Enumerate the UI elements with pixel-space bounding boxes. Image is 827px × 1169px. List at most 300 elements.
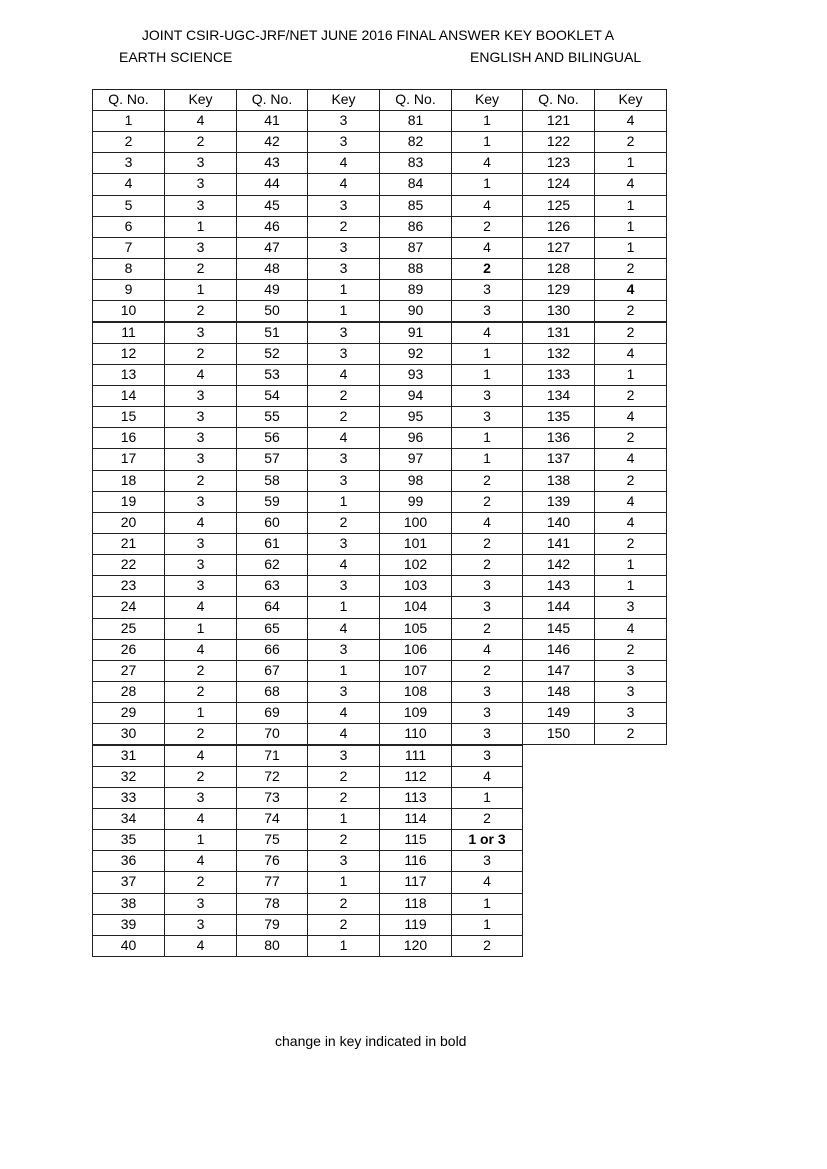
question-number-cell: 58 (236, 470, 308, 492)
answer-key-cell: 3 (164, 173, 237, 195)
answer-key-cell: 3 (451, 575, 523, 597)
answer-key-cell: 1 (594, 195, 667, 217)
question-number-cell: 123 (522, 152, 595, 174)
question-number-cell: 63 (236, 575, 308, 597)
question-number-cell: 102 (379, 554, 452, 576)
answer-key-cell: 2 (307, 787, 380, 809)
answer-key-cell: 2 (307, 385, 380, 407)
question-number-cell: 59 (236, 491, 308, 513)
question-number-cell: 135 (522, 406, 595, 428)
question-number-cell: 25 (92, 618, 165, 640)
answer-key-cell: 3 (164, 385, 237, 407)
answer-key-cell: 1 (307, 491, 380, 513)
question-number-cell: 50 (236, 300, 308, 322)
answer-key-cell: 3 (307, 258, 380, 280)
answer-key-cell: 1 (164, 618, 237, 640)
answer-key-cell: 3 (164, 195, 237, 217)
question-number-cell: 27 (92, 660, 165, 682)
answer-key-cell: 3 (164, 237, 237, 259)
answer-key-cell: 4 (164, 596, 237, 618)
question-number-cell: 86 (379, 216, 452, 238)
question-number-cell: 77 (236, 871, 308, 893)
answer-key-cell: 1 (451, 787, 523, 809)
question-number-cell: 89 (379, 279, 452, 301)
answer-key-cell: 2 (594, 258, 667, 280)
question-number-cell: 147 (522, 660, 595, 682)
answer-key-cell: 1 (451, 173, 523, 195)
header-q-no: Q. No. (236, 89, 308, 111)
answer-key-cell: 4 (164, 364, 237, 386)
answer-key-cell: 1 (451, 893, 523, 915)
question-number-cell: 88 (379, 258, 452, 280)
question-number-cell: 56 (236, 427, 308, 449)
question-number-cell: 13 (92, 364, 165, 386)
question-number-cell: 146 (522, 639, 595, 661)
answer-key-cell: 1 (594, 364, 667, 386)
question-number-cell: 138 (522, 470, 595, 492)
question-number-cell: 85 (379, 195, 452, 217)
answer-key-cell: 3 (164, 448, 237, 470)
answer-key-cell: 2 (451, 808, 523, 830)
answer-key-cell: 2 (164, 660, 237, 682)
answer-key-cell: 4 (164, 850, 237, 872)
answer-key-cell: 3 (451, 385, 523, 407)
answer-key-cell: 2 (164, 470, 237, 492)
answer-key-cell: 1 (164, 216, 237, 238)
question-number-cell: 93 (379, 364, 452, 386)
question-number-cell: 92 (379, 343, 452, 365)
answer-key-cell: 1 (164, 279, 237, 301)
question-number-cell: 2 (92, 131, 165, 153)
answer-key-cell: 1 (451, 343, 523, 365)
answer-key-cell: 3 (307, 343, 380, 365)
answer-key-cell: 1 (307, 279, 380, 301)
question-number-cell: 29 (92, 702, 165, 724)
answer-key-cell: 2 (451, 216, 523, 238)
answer-key-cell: 1 or 3 (451, 829, 523, 851)
question-number-cell: 139 (522, 491, 595, 513)
question-number-cell: 15 (92, 406, 165, 428)
question-number-cell: 68 (236, 681, 308, 703)
answer-key-cell: 2 (594, 300, 667, 322)
answer-key-cell: 4 (164, 808, 237, 830)
answer-key-cell: 2 (594, 723, 667, 745)
header-key: Key (594, 89, 667, 111)
answer-key-cell: 2 (594, 639, 667, 661)
answer-key-cell: 3 (451, 681, 523, 703)
answer-key-cell: 2 (307, 914, 380, 936)
question-number-cell: 40 (92, 935, 165, 957)
answer-key-cell: 2 (164, 258, 237, 280)
answer-key-cell: 1 (307, 935, 380, 957)
answer-key-cell: 1 (451, 448, 523, 470)
answer-key-cell: 4 (451, 639, 523, 661)
question-number-cell: 143 (522, 575, 595, 597)
answer-key-cell: 3 (594, 702, 667, 724)
answer-key-cell: 2 (164, 723, 237, 745)
answer-key-cell: 2 (307, 406, 380, 428)
header-q-no: Q. No. (522, 89, 595, 111)
answer-key-cell: 4 (164, 639, 237, 661)
answer-key-cell: 4 (594, 110, 667, 132)
answer-key-cell: 1 (594, 216, 667, 238)
question-number-cell: 5 (92, 195, 165, 217)
answer-key-cell: 4 (594, 279, 667, 301)
question-number-cell: 82 (379, 131, 452, 153)
question-number-cell: 35 (92, 829, 165, 851)
answer-key-cell: 1 (307, 660, 380, 682)
answer-key-cell: 2 (451, 258, 523, 280)
question-number-cell: 69 (236, 702, 308, 724)
question-number-cell: 49 (236, 279, 308, 301)
answer-key-cell: 3 (307, 131, 380, 153)
question-number-cell: 62 (236, 554, 308, 576)
answer-key-cell: 4 (164, 935, 237, 957)
answer-key-cell: 4 (307, 554, 380, 576)
question-number-cell: 54 (236, 385, 308, 407)
question-number-cell: 106 (379, 639, 452, 661)
question-number-cell: 117 (379, 871, 452, 893)
answer-key-cell: 3 (307, 195, 380, 217)
answer-key-cell: 2 (594, 385, 667, 407)
question-number-cell: 110 (379, 723, 452, 745)
question-number-cell: 70 (236, 723, 308, 745)
question-number-cell: 97 (379, 448, 452, 470)
answer-key-cell: 3 (307, 575, 380, 597)
question-number-cell: 16 (92, 427, 165, 449)
answer-key-cell: 3 (164, 533, 237, 555)
question-number-cell: 47 (236, 237, 308, 259)
question-number-cell: 34 (92, 808, 165, 830)
question-number-cell: 11 (92, 322, 165, 344)
question-number-cell: 96 (379, 427, 452, 449)
question-number-cell: 3 (92, 152, 165, 174)
answer-key-cell: 4 (594, 618, 667, 640)
question-number-cell: 23 (92, 575, 165, 597)
answer-key-cell: 1 (307, 871, 380, 893)
question-number-cell: 57 (236, 448, 308, 470)
question-number-cell: 10 (92, 300, 165, 322)
answer-key-cell: 3 (307, 110, 380, 132)
header-key: Key (164, 89, 237, 111)
answer-key-cell: 4 (164, 110, 237, 132)
question-number-cell: 52 (236, 343, 308, 365)
question-number-cell: 90 (379, 300, 452, 322)
question-number-cell: 109 (379, 702, 452, 724)
answer-key-cell: 4 (594, 448, 667, 470)
question-number-cell: 81 (379, 110, 452, 132)
question-number-cell: 130 (522, 300, 595, 322)
answer-key-cell: 2 (594, 533, 667, 555)
header-key: Key (451, 89, 523, 111)
question-number-cell: 78 (236, 893, 308, 915)
answer-key-cell: 4 (307, 618, 380, 640)
question-number-cell: 1 (92, 110, 165, 132)
question-number-cell: 83 (379, 152, 452, 174)
question-number-cell: 61 (236, 533, 308, 555)
answer-key-cell: 4 (164, 745, 237, 767)
question-number-cell: 32 (92, 766, 165, 788)
answer-key-cell: 3 (307, 681, 380, 703)
question-number-cell: 66 (236, 639, 308, 661)
question-number-cell: 67 (236, 660, 308, 682)
answer-key-cell: 3 (451, 279, 523, 301)
question-number-cell: 7 (92, 237, 165, 259)
answer-key-cell: 2 (164, 131, 237, 153)
answer-key-cell: 2 (594, 131, 667, 153)
question-number-cell: 51 (236, 322, 308, 344)
question-number-cell: 115 (379, 829, 452, 851)
question-number-cell: 9 (92, 279, 165, 301)
answer-key-cell: 2 (164, 343, 237, 365)
question-number-cell: 129 (522, 279, 595, 301)
answer-key-cell: 3 (451, 745, 523, 767)
answer-key-cell: 3 (451, 596, 523, 618)
question-number-cell: 140 (522, 512, 595, 534)
question-number-cell: 124 (522, 173, 595, 195)
question-number-cell: 94 (379, 385, 452, 407)
question-number-cell: 33 (92, 787, 165, 809)
answer-key-cell: 2 (451, 554, 523, 576)
answer-key-cell: 2 (451, 618, 523, 640)
question-number-cell: 108 (379, 681, 452, 703)
question-number-cell: 134 (522, 385, 595, 407)
question-number-cell: 75 (236, 829, 308, 851)
question-number-cell: 72 (236, 766, 308, 788)
question-number-cell: 104 (379, 596, 452, 618)
answer-key-cell: 3 (307, 448, 380, 470)
question-number-cell: 127 (522, 237, 595, 259)
question-number-cell: 22 (92, 554, 165, 576)
question-number-cell: 41 (236, 110, 308, 132)
question-number-cell: 119 (379, 914, 452, 936)
question-number-cell: 150 (522, 723, 595, 745)
answer-key-cell: 2 (307, 893, 380, 915)
question-number-cell: 55 (236, 406, 308, 428)
answer-key-cell: 3 (164, 322, 237, 344)
answer-key-cell: 1 (307, 300, 380, 322)
answer-key-cell: 1 (594, 152, 667, 174)
answer-key-cell: 3 (164, 152, 237, 174)
answer-key-cell: 3 (594, 681, 667, 703)
answer-key-cell: 4 (307, 427, 380, 449)
question-number-cell: 148 (522, 681, 595, 703)
answer-key-cell: 4 (451, 237, 523, 259)
question-number-cell: 99 (379, 491, 452, 513)
question-number-cell: 53 (236, 364, 308, 386)
answer-key-cell: 3 (451, 300, 523, 322)
question-number-cell: 28 (92, 681, 165, 703)
question-number-cell: 120 (379, 935, 452, 957)
question-number-cell: 111 (379, 745, 452, 767)
header-q-no: Q. No. (379, 89, 452, 111)
answer-key-cell: 2 (594, 322, 667, 344)
question-number-cell: 65 (236, 618, 308, 640)
answer-key-cell: 2 (307, 512, 380, 534)
answer-key-cell: 2 (164, 300, 237, 322)
answer-key-cell: 2 (164, 766, 237, 788)
question-number-cell: 131 (522, 322, 595, 344)
answer-key-cell: 3 (164, 554, 237, 576)
answer-key-cell: 2 (307, 829, 380, 851)
question-number-cell: 31 (92, 745, 165, 767)
answer-key-cell: 4 (451, 152, 523, 174)
answer-key-cell: 3 (164, 406, 237, 428)
question-number-cell: 128 (522, 258, 595, 280)
answer-key-cell: 2 (451, 935, 523, 957)
question-number-cell: 126 (522, 216, 595, 238)
answer-key-cell: 3 (164, 491, 237, 513)
question-number-cell: 105 (379, 618, 452, 640)
question-number-cell: 48 (236, 258, 308, 280)
answer-key-cell: 3 (307, 470, 380, 492)
answer-key-cell: 2 (451, 660, 523, 682)
answer-key-cell: 4 (307, 364, 380, 386)
question-number-cell: 142 (522, 554, 595, 576)
question-number-cell: 98 (379, 470, 452, 492)
question-number-cell: 19 (92, 491, 165, 513)
question-number-cell: 73 (236, 787, 308, 809)
question-number-cell: 12 (92, 343, 165, 365)
question-number-cell: 132 (522, 343, 595, 365)
answer-key-cell: 4 (594, 343, 667, 365)
answer-key-cell: 3 (307, 322, 380, 344)
answer-key-cell: 3 (307, 850, 380, 872)
question-number-cell: 26 (92, 639, 165, 661)
question-number-cell: 116 (379, 850, 452, 872)
answer-key-cell: 3 (451, 723, 523, 745)
question-number-cell: 18 (92, 470, 165, 492)
answer-key-cell: 4 (164, 512, 237, 534)
answer-key-cell: 1 (451, 131, 523, 153)
question-number-cell: 43 (236, 152, 308, 174)
answer-key-cell: 4 (594, 491, 667, 513)
question-number-cell: 101 (379, 533, 452, 555)
question-number-cell: 80 (236, 935, 308, 957)
answer-key-cell: 2 (307, 216, 380, 238)
question-number-cell: 125 (522, 195, 595, 217)
question-number-cell: 24 (92, 596, 165, 618)
answer-key-cell: 3 (307, 533, 380, 555)
question-number-cell: 38 (92, 893, 165, 915)
answer-key-cell: 1 (451, 427, 523, 449)
answer-key-cell: 4 (307, 173, 380, 195)
header-q-no: Q. No. (92, 89, 165, 111)
answer-key-cell: 4 (451, 766, 523, 788)
question-number-cell: 137 (522, 448, 595, 470)
answer-key-cell: 2 (164, 681, 237, 703)
question-number-cell: 46 (236, 216, 308, 238)
answer-key-cell: 2 (451, 491, 523, 513)
question-number-cell: 84 (379, 173, 452, 195)
question-number-cell: 74 (236, 808, 308, 830)
answer-key-cell: 4 (594, 406, 667, 428)
question-number-cell: 71 (236, 745, 308, 767)
answer-key-cell: 3 (594, 660, 667, 682)
question-number-cell: 45 (236, 195, 308, 217)
answer-key-cell: 1 (594, 554, 667, 576)
answer-key-cell: 2 (451, 470, 523, 492)
answer-key-cell: 2 (164, 871, 237, 893)
answer-key-cell: 3 (307, 745, 380, 767)
answer-key-cell: 4 (451, 195, 523, 217)
question-number-cell: 149 (522, 702, 595, 724)
answer-key-cell: 3 (451, 702, 523, 724)
answer-key-cell: 1 (164, 702, 237, 724)
answer-key-cell: 3 (307, 237, 380, 259)
answer-key-cell: 2 (451, 533, 523, 555)
answer-key-cell: 3 (164, 787, 237, 809)
question-number-cell: 37 (92, 871, 165, 893)
answer-key-cell: 4 (307, 723, 380, 745)
question-number-cell: 107 (379, 660, 452, 682)
question-number-cell: 76 (236, 850, 308, 872)
question-number-cell: 141 (522, 533, 595, 555)
question-number-cell: 118 (379, 893, 452, 915)
question-number-cell: 36 (92, 850, 165, 872)
answer-key-cell: 2 (307, 766, 380, 788)
question-number-cell: 39 (92, 914, 165, 936)
question-number-cell: 95 (379, 406, 452, 428)
document-title: JOINT CSIR-UGC-JRF/NET JUNE 2016 FINAL ANSWER KEY BOOKLET A (141, 27, 615, 43)
question-number-cell: 60 (236, 512, 308, 534)
answer-key-cell: 2 (594, 427, 667, 449)
subject-label: EARTH SCIENCE (119, 49, 233, 65)
answer-key-cell: 4 (594, 173, 667, 195)
answer-key-cell: 4 (594, 512, 667, 534)
answer-key-cell: 3 (307, 639, 380, 661)
answer-key-cell: 1 (307, 596, 380, 618)
question-number-cell: 79 (236, 914, 308, 936)
question-number-cell: 144 (522, 596, 595, 618)
answer-key-cell: 3 (451, 850, 523, 872)
question-number-cell: 4 (92, 173, 165, 195)
question-number-cell: 14 (92, 385, 165, 407)
header-key: Key (307, 89, 380, 111)
answer-key-cell: 3 (164, 893, 237, 915)
answer-key-cell: 3 (451, 406, 523, 428)
answer-key-cell: 1 (594, 575, 667, 597)
question-number-cell: 44 (236, 173, 308, 195)
question-number-cell: 20 (92, 512, 165, 534)
question-number-cell: 42 (236, 131, 308, 153)
question-number-cell: 145 (522, 618, 595, 640)
question-number-cell: 6 (92, 216, 165, 238)
answer-key-cell: 4 (307, 152, 380, 174)
answer-key-cell: 1 (451, 110, 523, 132)
question-number-cell: 103 (379, 575, 452, 597)
answer-key-cell: 4 (451, 512, 523, 534)
question-number-cell: 113 (379, 787, 452, 809)
question-number-cell: 136 (522, 427, 595, 449)
question-number-cell: 30 (92, 723, 165, 745)
question-number-cell: 121 (522, 110, 595, 132)
answer-key-cell: 3 (164, 427, 237, 449)
answer-key-cell: 4 (451, 871, 523, 893)
answer-key-cell: 1 (307, 808, 380, 830)
footer-note: change in key indicated in bold (275, 1033, 467, 1049)
question-number-cell: 21 (92, 533, 165, 555)
question-number-cell: 17 (92, 448, 165, 470)
question-number-cell: 122 (522, 131, 595, 153)
question-number-cell: 133 (522, 364, 595, 386)
answer-key-cell: 3 (164, 914, 237, 936)
answer-key-cell: 1 (594, 237, 667, 259)
answer-key-cell: 4 (307, 702, 380, 724)
question-number-cell: 112 (379, 766, 452, 788)
answer-key-cell: 3 (164, 575, 237, 597)
answer-key-cell: 1 (451, 914, 523, 936)
